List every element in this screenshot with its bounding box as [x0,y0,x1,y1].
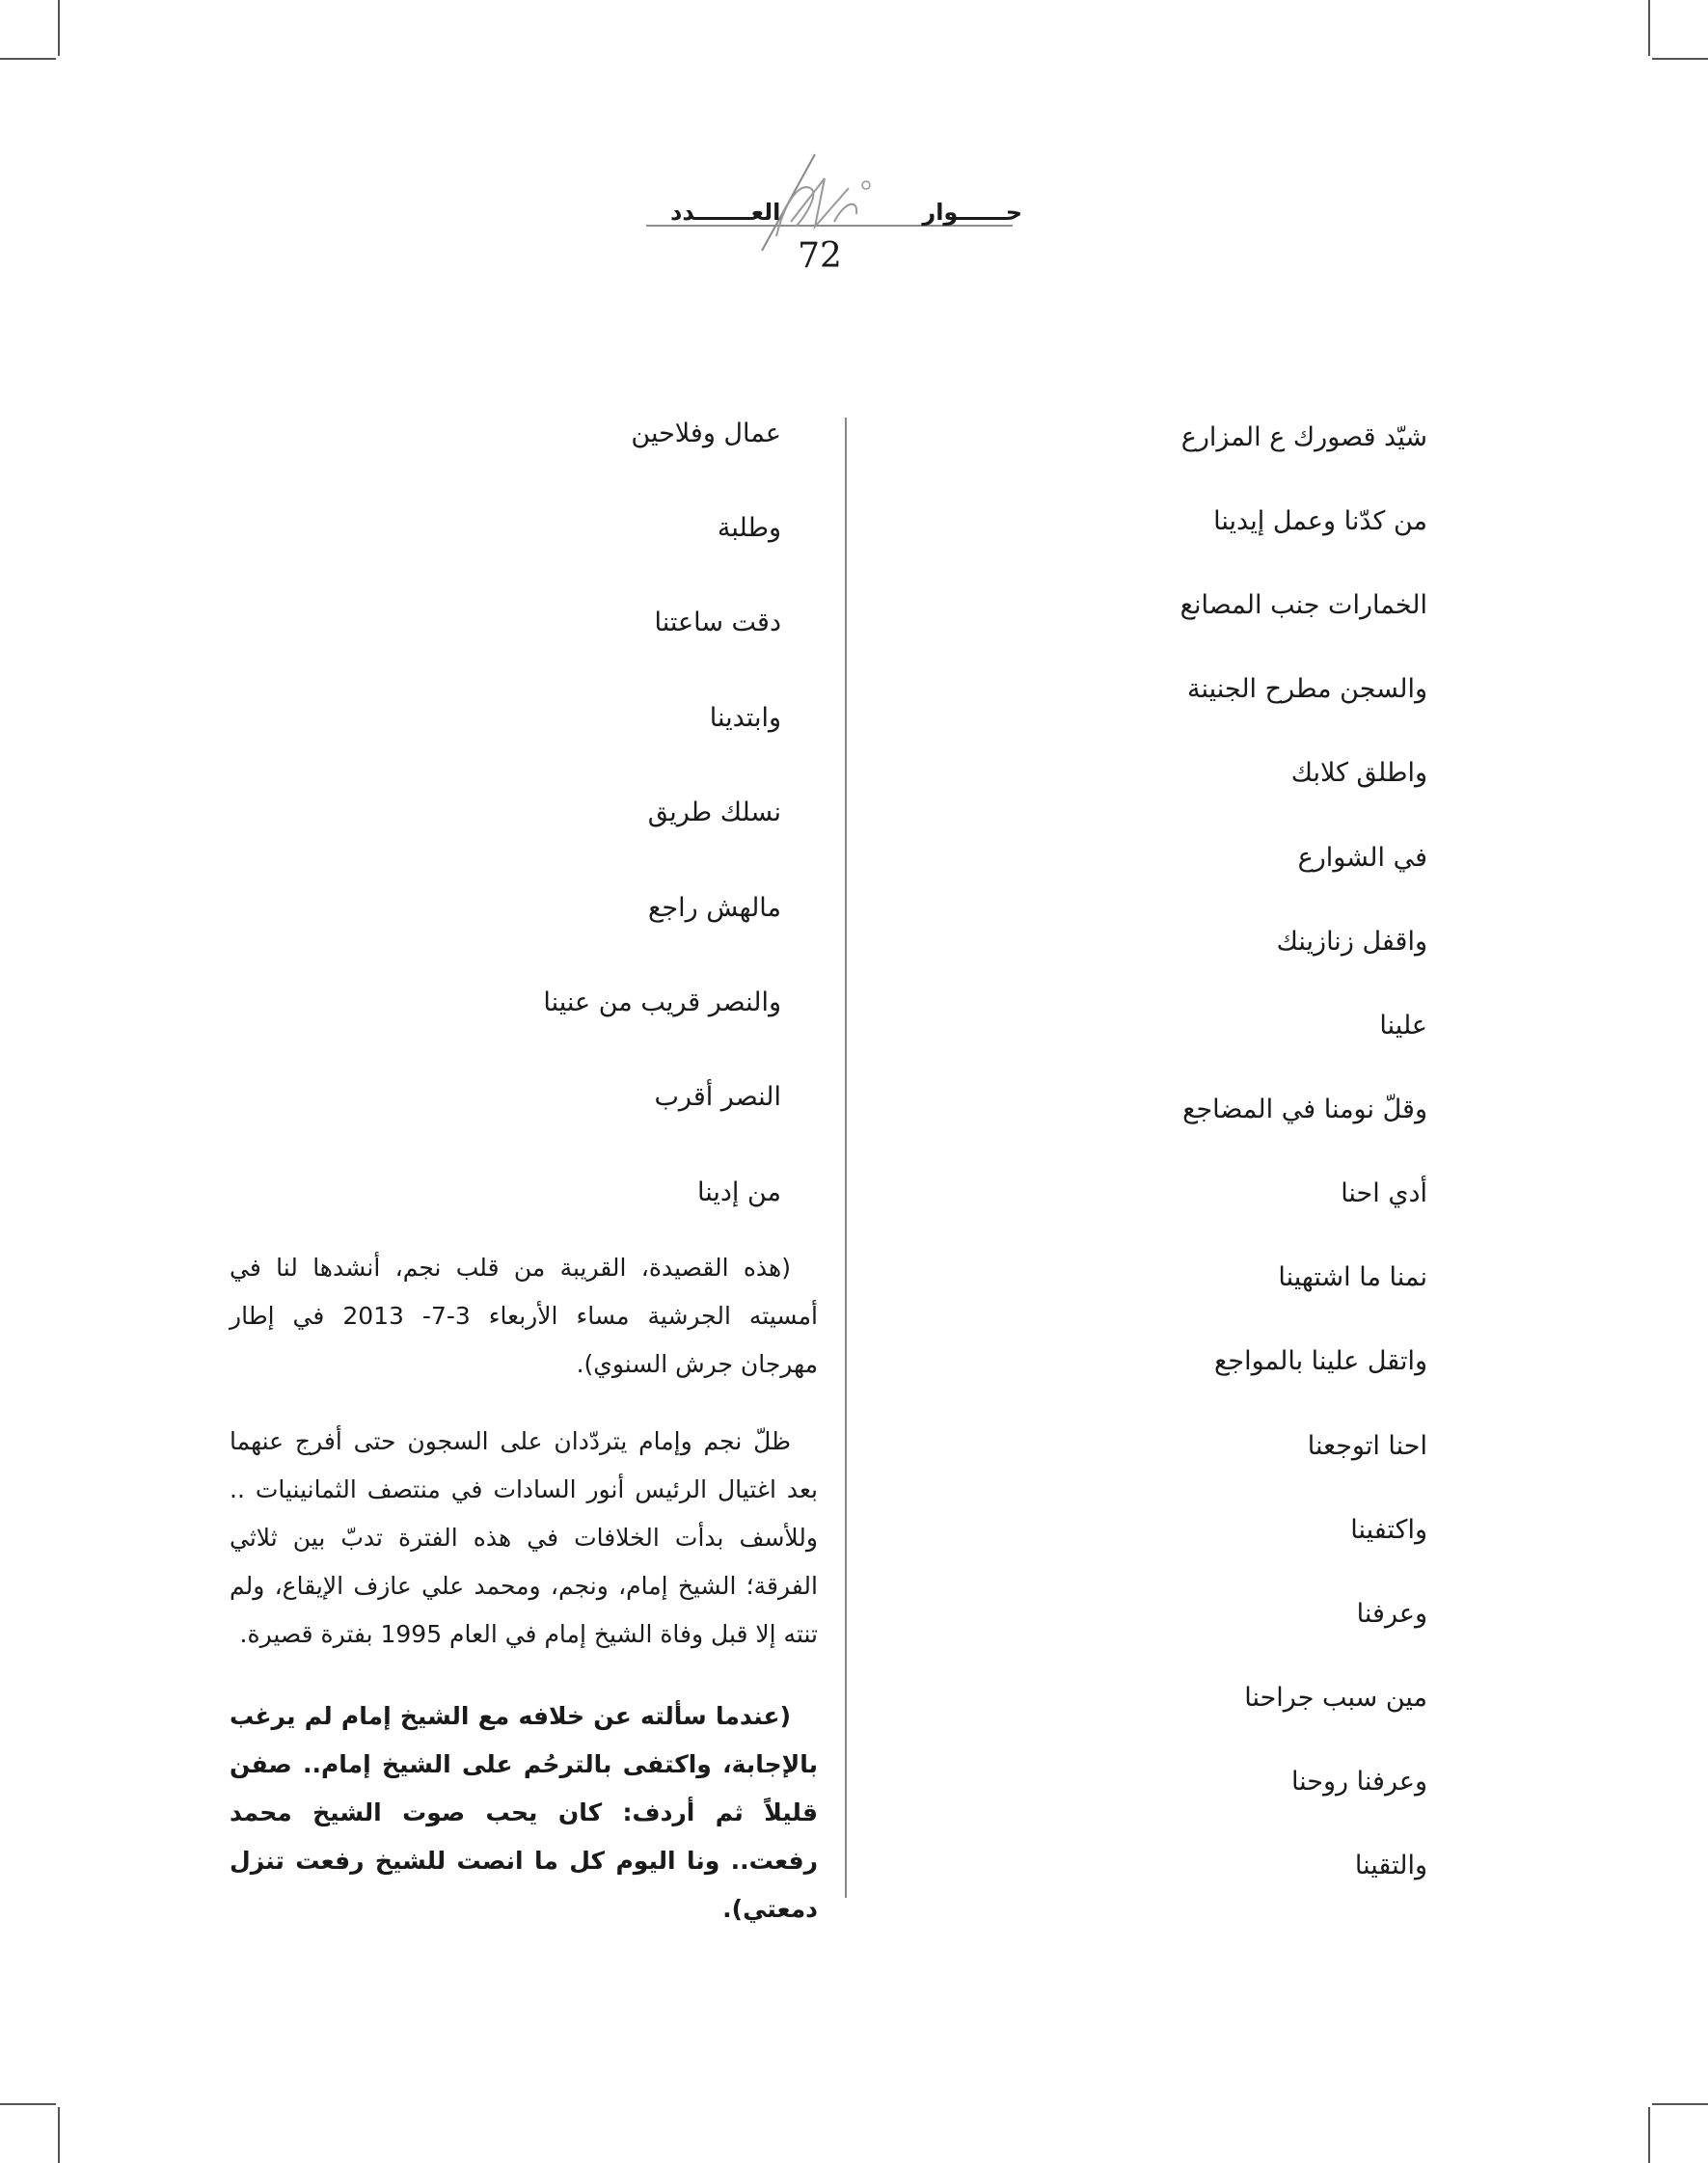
poem-line: علينا [1379,1011,1427,1041]
issue-label: العـــــــدد [670,199,781,226]
poem-line: في الشوارع [1297,843,1427,873]
poem-line: واتقل علينا بالمواجع [1214,1346,1427,1376]
poem-line: وعرفنا [1356,1599,1427,1629]
crop-mark [1652,2103,1708,2105]
poem-line: وعرفنا روحنا [1290,1767,1427,1797]
section-label: حــــــوار [922,199,1022,226]
poem-line: واطلق كلابك [1290,758,1427,788]
crop-mark [58,2107,60,2163]
prose-paragraph [230,1418,818,1659]
poem-line: والتقينا [1354,1851,1427,1880]
poem-line: وابتدينا [709,703,781,733]
poem-line: احنا اتوجعنا [1307,1431,1427,1461]
page-header [617,145,1022,280]
poem-line: عمال وفلاحين [631,419,781,448]
crop-mark [0,2103,56,2105]
poem-line: النصر أقرب [654,1082,781,1112]
poem-line: من إدينا [696,1177,781,1207]
paragraph-text: (عندما سألته عن خلافه مع الشيخ إمام لم يرغب بالإجابة، واكتفى بالترحُم على الشيخ إمام.. صفن قليلاً ثم أردف: كان يحب صوت الشيخ محمد رفعت.. ونا اليوم كل ما انصت للشيخ رفعت تنزل دمعتي). [230,1702,818,1923]
poem-line: والسجن مطرح الجنينة [1186,674,1427,704]
poem-line: والنصر قريب من عنينا [543,987,781,1017]
crop-mark [1652,58,1708,60]
poem-line: وطلبة [717,513,781,543]
poem-line: أدي احنا [1341,1178,1427,1208]
poem-line: مين سبب جراحنا [1244,1683,1427,1713]
poem-line: نسلك طريق [647,798,781,827]
crop-mark [0,58,56,60]
prose-paragraph [230,1244,818,1389]
prose-paragraph-bold [230,1692,818,1933]
poem-line: دقت ساعتنا [654,608,781,637]
crop-mark [58,0,60,56]
poem-line: شيّد قصورك ع المزارع [1180,422,1427,452]
column-divider [845,418,847,1898]
crop-mark [1648,0,1650,56]
poem-line: من كدّنا وعمل إيدينا [1213,506,1427,536]
poem-line: مالهش راجع [648,893,781,923]
poem-line: واقفل زنازينك [1276,927,1427,957]
poem-line: نمنا ما اشتهينا [1278,1262,1427,1292]
poem-line: وقلّ نومنا في المضاجع [1182,1095,1427,1124]
paragraph-text: (هذه القصيدة، القريبة من قلب نجم، أنشدها لنا في أمسيته الجرشية مساء الأربعاء 3-7- 2013 في إطار مهرجان جرش السنوي). [230,1254,819,1378]
crop-mark [1648,2107,1650,2163]
paragraph-text: ظلّ نجم وإمام يتردّدان على السجون حتى أفرج عنهما بعد اغتيال الرئيس أنور السادات في منتصف الثمانينيات .. وللأسف بدأت الخلافات في هذه الفترة تدبّ بين ثلاثي الفرقة؛ الشيخ إمام، ونجم، ومحمد علي عازف الإيقاع، ولم تنته إلا قبل وفاة الشيخ إمام في العام 1995 بفترة قصيرة. [230,1427,818,1648]
poem-line: الخمارات جنب المصانع [1179,590,1427,620]
poem-line: واكتفينا [1350,1515,1427,1545]
page-number: 72 [798,236,842,276]
